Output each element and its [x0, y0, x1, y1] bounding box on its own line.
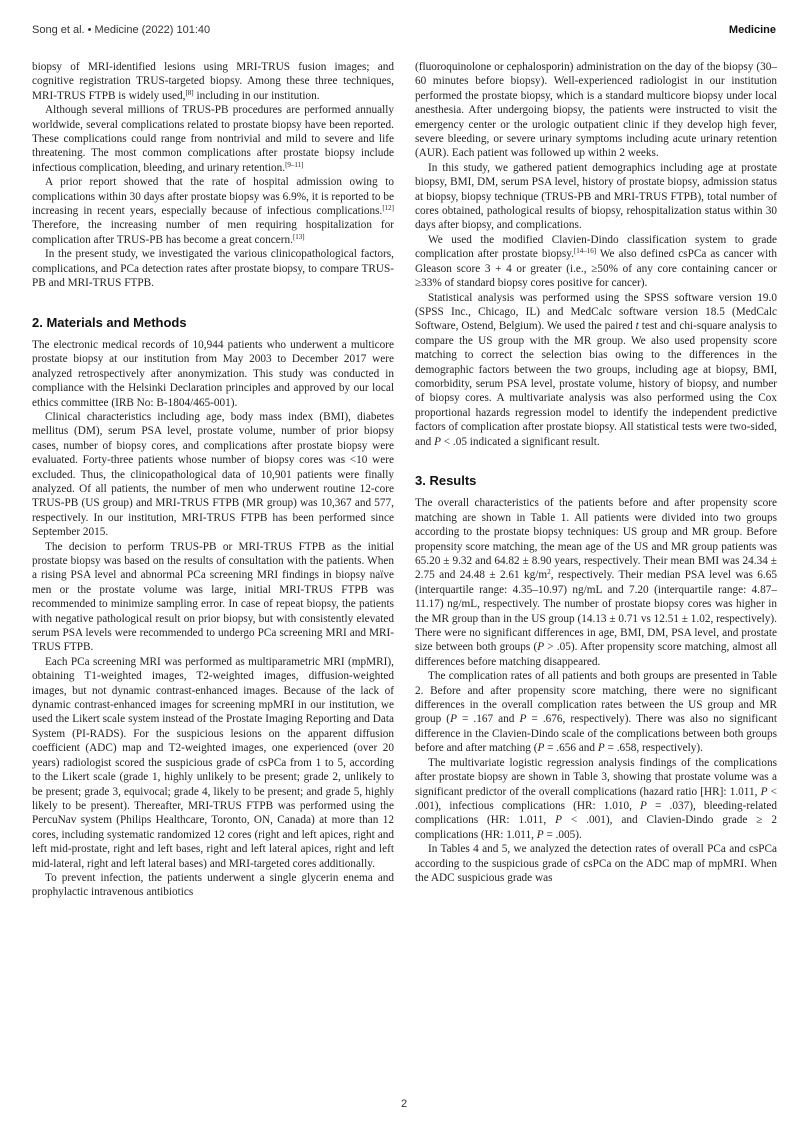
paragraph: (fluoroquinolone or cephalosporin) administration on the day of the biopsy (30–60 minutes before biopsy). Well-experienced radiologist in our institution performed the prostate biopsy, which is a standard multicore biopsy under local anesthesia. After undergoing biopsy, the patients were instructed to visit the emergency center or the urologic outpatient clinic if they develop high fever, severe bleeding, or severe urinary symptoms including acute urinary retention (AUR). Each patient was followed up within 2 weeks.	[415, 61, 777, 160]
citation-ref[interactable]: [14–16]	[573, 247, 597, 256]
paragraph: We used the modified Clavien-Dindo classification system to grade complication after prostate biopsy.[14–16] We also defined csPCa as cancer with Gleason score 3 + 4 or greater (i.e., ≥50% of any core containing cancer or ≥33% of standard biopsy cores positive for cancer).	[415, 233, 777, 290]
citation-ref[interactable]: [8]	[185, 88, 194, 97]
paragraph: Each PCa screening MRI was performed as multiparametric MRI (mpMRI), obtaining T1-weighted images, T2-weighted images, diffusion-weighted images, but not dynamic contrast-enhanced images. Because of the lack of dynamic contrast-enhanced images for screening mpMRI in our institution, we used the Likert scale system instead of the Prostate Imaging Reporting and Data System (PI-RADS). For the suspicious lesions on the apparent diffusion coefficient (ADC) map and T2-weighted images, one experienced (over 20 years) radiologist scored the suspicious grade of csPCa from 1 to 5, according to the Likert scale (grade 1, highly unlikely to be present; grade 2, unlikely to be present; grade 3, equivocal; grade 4, likely to be present; and grade 5, highly likely to be present). Thereafter, MRI-TRUS FTPB was performed using the PercuNav system (Philips Healthcare, Toronto, ON, Canada) at more than 12 cores, including systematic randomized 12 cores (right and left apices, right and left mid-prostate, right and left bases, right and left lateral apices, right and left mid-lateral, right and left lateral bases) and MRI-targeted cores additionally.	[32, 655, 394, 870]
paragraph: To prevent infection, the patients underwent a single glycerin enema and prophylactic intravenous antibiotics	[32, 871, 394, 899]
paragraph: The overall characteristics of the patients before and after propensity score matching are shown in Table 1. All patients were divided into two groups according to the prostate biopsy techniques: US group and MR group. Before propensity score matching, the mean age of the US and MR group patients was 65.20 ± 9.32 and 64.82 ± 8.90 years, respectively. Their mean BMI was 24.34 ± 2.75 and 24.48 ± 2.61 $kg/m^2$, respectively. Their median PSA level was 6.65 (interquartile range: 4.35–10.97) ng/mL and 7.20 (interquartile range: 4.87–11.17) ng/mL, respectively. The number of prostate biopsy cores was higher in the MR group than in the US group (14.13 ± 0.71 vs 12.51 ± 1.02, respectively). There were no significant differences in age, BMI, DM, PSA level, and prostate size between both groups (P > .05). After propensity score matching, almost all differences before matching disappeared.	[415, 497, 778, 668]
header-journal: Medicine	[728, 24, 776, 36]
paragraph: Statistical analysis was performed using the SPSS software version 19.0 (SPSS Inc., Chicago, IL) and MedCalc software version 18.5 (MedCalc Software, Ostend, Belgium). We used the paired t test and chi-square analysis to compare the US group with the MR group. We also used propensity score matching to correct the selection bias owing to the differences in the demographic factors between the two groups, including age at biopsy, BMI, comorbidity, serum PSA level, prostate volume, history of biopsy, and number of biopsy cores. A multivariate analysis was also performed using the Cox proportional hazards regression model to identify the independent predictive factors of complication after prostate biopsy. All statistical tests were two-sided, and P < .05 indicated a significant result.	[415, 291, 777, 448]
header-citation: Song et al. • Medicine (2022) 101:40	[32, 24, 211, 36]
paragraph: A prior report showed that the rate of hospital admission owing to complications within 30 days after prostate biopsy was 6.9%, it is reported to be increasing in recent years, especially because of infectious complications.[12] Therefore, the increasing number of men requiring hospitalization for complication after TRUS-PB has become a great concern.[13]	[32, 176, 394, 246]
section-heading-results: 3. Results	[415, 472, 477, 488]
paragraph: In Tables 4 and 5, we analyzed the detection rates of overall PCa and csPCa according to the suspicious grade of csPCa on the ADC map of mpMRI. When the ADC suspicious grade was	[415, 843, 777, 884]
page-number: 2	[400, 1098, 408, 1110]
paragraph: In this study, we gathered patient demographics including age at prostate biopsy, BMI, DM, serum PSA level, history of prostate biopsy, admission status at biopsy, biopsy technique (TRUS-PB and MRI-TRUS FTPB), total number of cores obtained, pathological results of biopsy, rehospitalization status within 30 days after biopsy, and complications.	[415, 161, 777, 232]
paragraph: Clinical characteristics including age, body mass index (BMI), diabetes mellitus (DM), serum PSA level, prostate volume, number of prior biopsy cases, number of biopsy cores, and complications after prostate biopsy were evaluated. Forty-three patients whose number of biopsy cores was <10 were excluded. Thus, the clinicopathological data of 10,901 patients were finally analyzed. Of all patients, the number of men who underwent routine 12-core TRUS-PB (US group) and MRI-TRUS FTPB (MR group) was 10,367 and 577, respectively. In our institution, MRI-TRUS FTPB has been performed since September 2015.	[32, 410, 394, 539]
right-column	[415, 60, 777, 885]
paragraph: The complication rates of all patients and both groups are presented in Table 2. Before and after propensity score matching, there were no significant differences in the overall complication rates between the US group and MR group (P = .167 and P = .676, respectively). There was also no significant difference in the Clavien-Dindo scale of the complications between both groups before and after matching (P = .656 and P = .658, respectively).	[415, 670, 777, 755]
running-header	[32, 24, 776, 42]
paragraph: biopsy of MRI-identified lesions using MRI-TRUS fusion images; and cognitive registration TRUS-targeted biopsy. Among these three techniques, MRI-TRUS FTPB is widely used,[8] including in our institution.	[32, 61, 394, 102]
citation-ref[interactable]: [12]	[382, 204, 394, 213]
citation-ref[interactable]: [13]	[292, 232, 305, 241]
paragraph: The decision to perform TRUS-PB or MRI-TRUS FTPB as the initial prostate biopsy was based on the results of consultation with the patients. When a rising PSA level and abnormal PCa screening MRI findings in biopsy naïve men or the prostate volume was large, initial MRI-TRUS FTPB was recommended to minimize sampling error. In case of repeat biopsy, the patients with negative pathological result on prior biopsy, but with consistently elevated serum PSA levels were recommended to undergo PCa screening MRI and MRI-TRUS FTPB.	[32, 540, 394, 654]
paragraph: In the present study, we investigated the various clinicopathological factors, complications, and PCa detection rates after prostate biopsy, to compare TRUS-PB and MRI-TRUS FTPB.	[32, 248, 394, 290]
paragraph: The electronic medical records of 10,944 patients who underwent a multicore prostate biopsy at our institution from May 2003 to December 2017 were analyzed retrospectively after anonymization. This study was conducted in compliance with the Helsinki Declaration principles and approved by our local ethics committee (IRB No: B-1804/465-001).	[32, 338, 394, 409]
left-column	[32, 60, 394, 900]
paragraph: Although several millions of TRUS-PB procedures are performed annually worldwide, several complications related to prostate biopsy have been reported. These complications could range from nontrivial and mild to severe and life threatening. The most common complications after prostate biopsy include infectious complication, bleeding, and urinary retention.[9–11]	[32, 104, 394, 174]
citation-ref[interactable]: [9–11]	[285, 160, 304, 169]
paragraph: The multivariate logistic regression analysis findings of the complications after prostate biopsy are shown in Table 3, showing that prostate volume was a significant predictor of the overall complications (hazard ratio [HR]: 1.011, P < .001), infectious complications (HR: 1.010, P = .037), bleeding-related complications (HR: 1.011, P < .001), and Clavien-Dindo grade ≥ 2 complications (HR: 1.011, P = .005).	[415, 756, 777, 841]
section-heading-materials-methods: 2. Materials and Methods	[32, 314, 187, 330]
